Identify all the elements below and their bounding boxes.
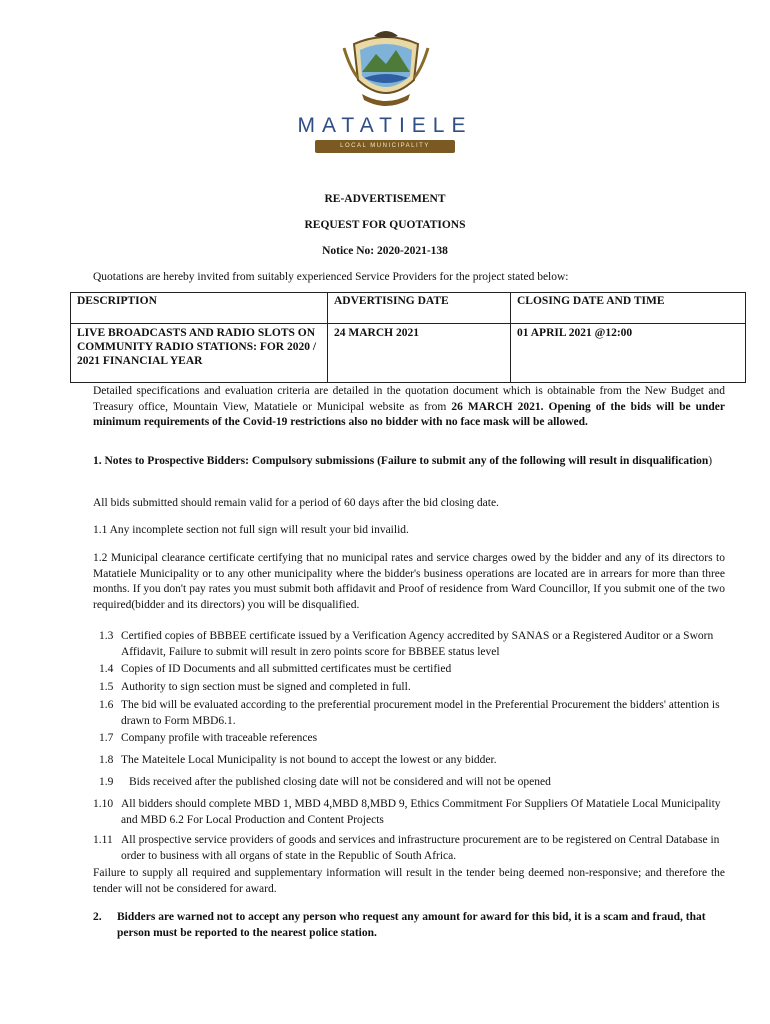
item-1-9 (93, 775, 725, 791)
validity-text: All bids submitted should remain valid for a period of 60 days after the bid closing date. (93, 497, 499, 509)
item-text: All bidders should complete MBD 1, MBD 4,MBD 8,MBD 9, Ethics Commitment For Suppliers Of Matatiele Local Municipality and MBD 6.2 For Local Production and Content Projects (121, 798, 721, 826)
item-1-8 (93, 753, 725, 769)
table-row (71, 324, 746, 383)
cell-description: LIVE BROADCASTS AND RADIO SLOTS ON COMMUNITY RADIO STATIONS: FOR 2020 / 2021 FINANCIAL YEAR (71, 324, 328, 383)
item-text: Copies of ID Documents and all submitted certificates must be certified (121, 663, 452, 675)
item-number: 1.6 (99, 699, 114, 711)
failure-notice: Failure to supply all required and supplementary information will result in the tender being deemed non-responsive; and therefore the tender will not be considered for award. (93, 867, 725, 895)
item-1-4 (93, 662, 725, 678)
item-text: Company profile with traceable references (121, 732, 318, 744)
header-advertising-date: ADVERTISING DATE (328, 293, 511, 324)
item-1-7 (93, 731, 725, 747)
item-1-5 (93, 680, 725, 696)
re-advertisement-heading: RE-ADVERTISEMENT (324, 193, 446, 205)
item-1-6 (93, 698, 725, 729)
intro-text: Quotations are hereby invited from suitably experienced Service Providers for the project stated below: (93, 271, 569, 283)
item-text: The Mateitele Local Municipality is not bound to accept the lowest or any bidder. (121, 754, 497, 766)
notice-number: Notice No: 2020-2021-138 (322, 245, 448, 257)
item-1-10 (93, 797, 725, 828)
item-text: Bids received after the published closing date will not be considered and will not be opened (129, 776, 551, 788)
details-paragraph (93, 384, 725, 431)
item-1-11 (93, 833, 725, 864)
item-1-2: 1.2 Municipal clearance certificate certifying that no municipal rates and service charges owed by the bidder and any of its directors to Matatiele Municipality or to any other municipality where the bidder's business operations are located are in arrears for more than three months. If you don't pay rates you must submit both affidavit and Proof of residence from Ward Councillor, If you submit one of the two required(bidder and its directors) you will be disqualified. (93, 552, 725, 611)
table-header-row (71, 293, 746, 324)
item-number: 1.4 (99, 663, 114, 675)
municipal-crest-logo (340, 28, 432, 110)
municipality-ribbon: LOCAL MUNICIPALITY (315, 140, 455, 153)
item-number: 1.7 (99, 732, 114, 744)
item-1-3 (93, 629, 725, 660)
notes-title-close: ) (708, 455, 713, 467)
item-text: Authority to sign section must be signed and completed in full. (121, 681, 411, 693)
details-text-1: Detailed specifications and evaluation criteria are detailed in the quotation document which is obtainable from the New Budget and Treasury office, Mountain View, Matatiele or Municipal website as from (93, 385, 725, 413)
header-closing-date: CLOSING DATE AND TIME (511, 293, 746, 324)
item-text: All prospective service providers of goods and services and infrastructure procurement are to be registered on Central Database in order to business with all organs of state in the Republic of South Africa. (121, 834, 720, 862)
item-number: 1.11 (93, 834, 113, 846)
item-1-1: 1.1 Any incomplete section not full sign will result your bid invailid. (93, 524, 409, 536)
warning-number: 2. (93, 911, 102, 923)
notes-title-text: 1. Notes to Prospective Bidders: Compulsory submissions (Failure to submit any of the following will result in disqualification (93, 455, 709, 467)
request-for-quotations-heading: REQUEST FOR QUOTATIONS (304, 219, 466, 231)
item-number: 1.9 (99, 776, 114, 788)
warning-text: Bidders are warned not to accept any person who request any amount for award for this bid, it is a scam and fraud, that person must be reported to the nearest police station. (117, 911, 706, 939)
item-number: 1.8 (99, 754, 114, 766)
details-text-2: Opening of the bids will be under minimum requirements of the Covid-19 restrictions also no bidder with no face mask will be allowed. (93, 400, 725, 428)
item-text: The bid will be evaluated according to the preferential procurement model in the Preferential Procurement the bidders' attention is drawn to Form MBD6.1. (121, 699, 720, 727)
quotation-table (70, 292, 746, 383)
municipality-wordmark: MATATIELE (297, 114, 473, 137)
header-description: DESCRIPTION (71, 293, 328, 324)
item-number: 1.5 (99, 681, 114, 693)
notes-title (93, 454, 725, 470)
item-number: 1.10 (93, 798, 114, 810)
cell-advertising-date: 24 MARCH 2021 (328, 324, 511, 383)
cell-closing-date: 01 APRIL 2021 @12:00 (511, 324, 746, 383)
item-number: 1.3 (99, 630, 114, 642)
scam-warning (93, 910, 725, 941)
details-date: 26 MARCH 2021. (451, 400, 544, 413)
item-text: Certified copies of BBBEE certificate issued by a Verification Agency accredited by SANAS or a Registered Auditor or a Sworn Affidavit, Failure to submit will result in zero points score for BBBEE status level (121, 630, 714, 658)
